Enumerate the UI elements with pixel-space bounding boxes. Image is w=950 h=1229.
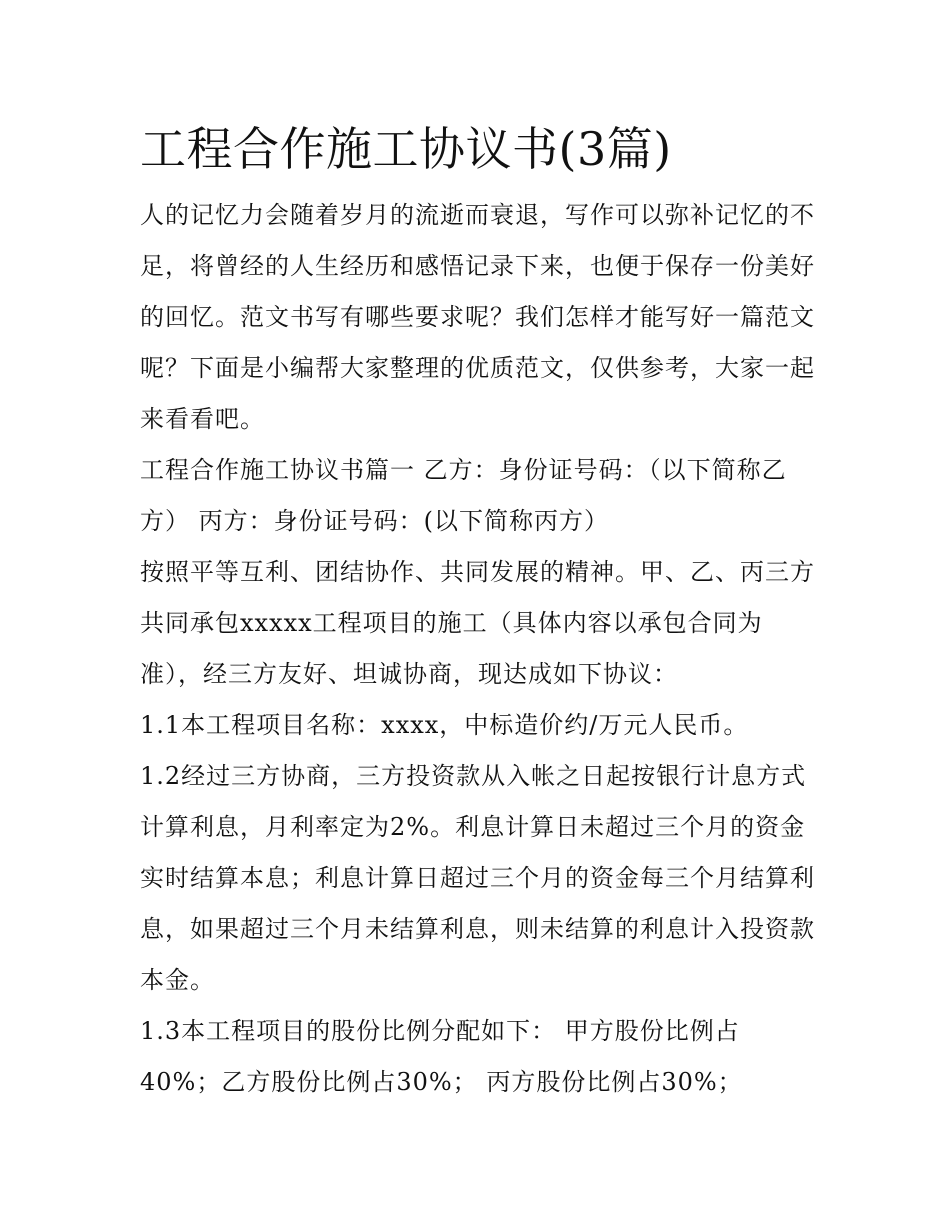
parties-paragraph: 工程合作施工协议书篇一 乙方：身份证号码：（以下简称乙方） 丙方：身份证号码：(以下简称丙方） xyxy=(140,456,787,535)
clause-1-3: 1.3本工程项目的股份比例分配如下： 甲方股份比例占40%；乙方股份比例占30%； 丙方股份比例占30%； xyxy=(140,1017,743,1096)
principle-paragraph: 按照平等互利、团结协作、共同发展的精神。甲、乙、丙三方共同承包xxxxx工程项目的施工（具体内容以承包合同为准），经三方友好、坦诚协商，现达成如下协议： xyxy=(140,558,815,688)
clause-1-2: 1.2经过三方协商，三方投资款从入帐之日起按银行计息方式计算利息，月利率定为2%。利息计算日未超过三个月的资金实时结算本息；利息计算日超过三个月的资金每三个月结算利息，如果超过三个月未结算利息，则未结算的利息计入投资款本金。 xyxy=(140,762,815,994)
clause-1-1: 1.1本工程项目名称：xxxx，中标造价约/万元人民币。 xyxy=(140,711,749,739)
document-body xyxy=(140,118,820,1108)
document-title: 工程合作施工协议书(3篇) xyxy=(140,122,672,176)
intro-paragraph: 人的记忆力会随着岁月的流逝而衰退，写作可以弥补记忆的不足，将曾经的人生经历和感悟记录下来，也便于保存一份美好的回忆。范文书写有哪些要求呢？我们怎样才能写好一篇范文呢？下面是小编帮大家整理的优质范文，仅供参考，大家一起来看看吧。 xyxy=(140,201,815,433)
